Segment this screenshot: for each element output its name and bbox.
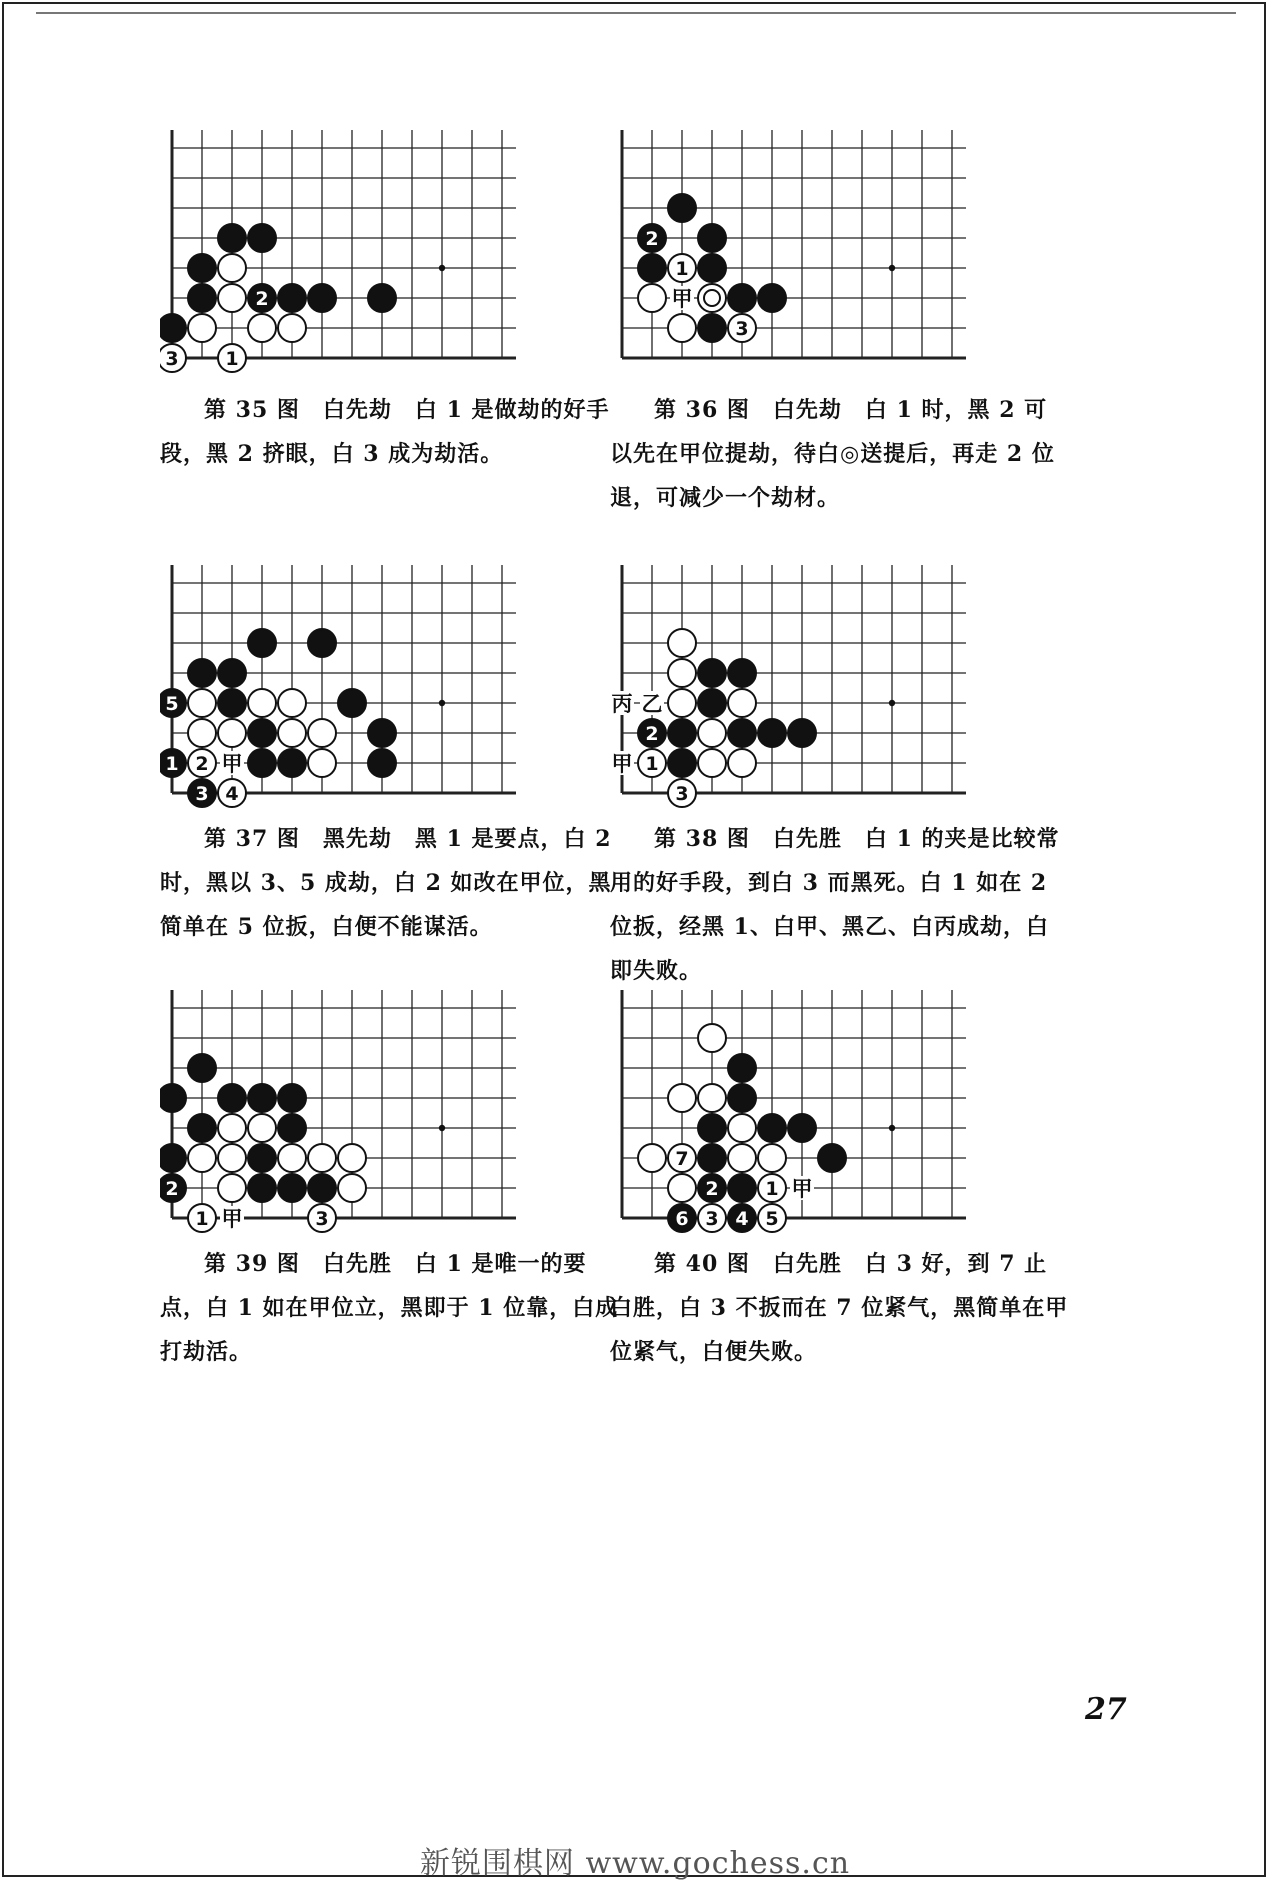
white-stone [248, 314, 276, 342]
black-stone [368, 719, 396, 747]
white-stone-3 [160, 344, 186, 372]
white-stone [698, 749, 726, 777]
white-stone [218, 1174, 246, 1202]
move-number: 2 [255, 288, 269, 310]
white-stone [728, 1144, 756, 1172]
white-stone [728, 749, 756, 777]
move-number: 6 [675, 1208, 689, 1230]
white-stone [188, 1144, 216, 1172]
white-stone [668, 659, 696, 687]
black-stone [248, 1084, 276, 1112]
black-stone [368, 284, 396, 312]
black-stone [308, 284, 336, 312]
white-stone [338, 1144, 366, 1172]
figure-36-caption: 第 36 图 白先劫 白 1 时，黑 2 可以先在甲位提劫，待白◎送提后，再走 2 位退，可减少一个劫材。 [610, 397, 1055, 511]
star-point [439, 265, 445, 271]
white-stone [218, 1114, 246, 1142]
black-stone [308, 1174, 336, 1202]
point-label: 甲 [791, 1176, 813, 1201]
point-label: 甲 [221, 1206, 243, 1231]
white-stone [278, 314, 306, 342]
black-stone [788, 1114, 816, 1142]
black-stone-6 [668, 1204, 696, 1232]
move-number: 1 [225, 348, 239, 370]
white-stone [308, 719, 336, 747]
black-stone [728, 1174, 756, 1202]
black-stone [368, 749, 396, 777]
figure-38-board [610, 555, 1080, 825]
black-stone [728, 659, 756, 687]
move-number: 3 [705, 1208, 719, 1230]
white-stone [278, 719, 306, 747]
move-number: 3 [735, 318, 749, 340]
white-stone-2 [188, 749, 216, 777]
white-stone [188, 719, 216, 747]
black-stone [668, 194, 696, 222]
white-stone [728, 1114, 756, 1142]
white-stone [698, 719, 726, 747]
move-number: 3 [165, 348, 179, 370]
move-number: 7 [675, 1148, 689, 1170]
white-stone-1 [188, 1204, 216, 1232]
black-stone [248, 1144, 276, 1172]
white-stone [278, 689, 306, 717]
white-stone [218, 254, 246, 282]
black-stone [278, 749, 306, 777]
black-stone [188, 254, 216, 282]
black-stone [218, 689, 246, 717]
white-stone-5 [758, 1204, 786, 1232]
white-stone [188, 314, 216, 342]
figure-36-board [610, 120, 1080, 390]
black-stone [278, 1114, 306, 1142]
black-stone [788, 719, 816, 747]
figure-35-board [160, 120, 630, 390]
figure-37-caption: 第 37 图 黑先劫 黑 1 是要点，白 2 时，黑以 3、5 成劫，白 2 如改在甲位，黑简单在 5 位扳，白便不能谋活。 [160, 826, 612, 940]
black-stone-2 [698, 1174, 726, 1202]
black-stone [758, 719, 786, 747]
black-stone [248, 224, 276, 252]
black-stone [218, 224, 246, 252]
white-stone-7 [668, 1144, 696, 1172]
white-stone [668, 629, 696, 657]
black-stone-2 [638, 224, 666, 252]
black-stone [758, 1114, 786, 1142]
move-number: 1 [675, 258, 689, 280]
black-stone-1 [160, 749, 186, 777]
black-stone-2 [160, 1174, 186, 1202]
move-number: 1 [195, 1208, 209, 1230]
black-stone [698, 314, 726, 342]
figure-38-caption: 第 38 图 白先胜 白 1 的夹是比较常用的好手段，到白 3 而黑死。白 1 如在 2 位扳，经黑 1、白甲、黑乙、白丙成劫，白即失败。 [610, 826, 1060, 984]
black-stone [248, 749, 276, 777]
black-stone [728, 1084, 756, 1112]
move-number: 2 [645, 723, 659, 745]
white-stone [218, 719, 246, 747]
black-stone [160, 1144, 186, 1172]
figure-39-caption: 第 39 图 白先胜 白 1 是唯一的要点，白 1 如在甲位立，黑即于 1 位靠，白成打劫活。 [160, 1251, 619, 1365]
black-stone [218, 1084, 246, 1112]
footer-watermark: 新锐围棋网 www.gochess.cn [419, 1846, 851, 1881]
white-stone [668, 1084, 696, 1112]
move-number: 2 [705, 1178, 719, 1200]
black-stone [698, 659, 726, 687]
white-stone [248, 689, 276, 717]
white-stone [668, 689, 696, 717]
black-stone [698, 1114, 726, 1142]
black-stone [160, 314, 186, 342]
figure-39-board [160, 980, 630, 1250]
black-stone [698, 224, 726, 252]
move-number: 1 [645, 753, 659, 775]
black-stone [218, 659, 246, 687]
black-stone [278, 284, 306, 312]
white-stone [668, 314, 696, 342]
black-stone [188, 1054, 216, 1082]
move-number: 2 [165, 1178, 179, 1200]
white-stone-4 [218, 779, 246, 807]
white-stone [638, 284, 666, 312]
move-number: 4 [735, 1208, 749, 1230]
black-stone [728, 284, 756, 312]
black-stone [668, 749, 696, 777]
white-stone [758, 1144, 786, 1172]
black-stone [248, 719, 276, 747]
white-stone [308, 749, 336, 777]
black-stone-4 [728, 1204, 756, 1232]
black-stone [248, 629, 276, 657]
scan-edge-line [36, 12, 1236, 14]
black-stone [728, 719, 756, 747]
move-number: 3 [315, 1208, 329, 1230]
white-stone-1 [218, 344, 246, 372]
white-stone [218, 284, 246, 312]
move-number: 5 [165, 693, 179, 715]
white-stone [668, 1174, 696, 1202]
black-stone [698, 1144, 726, 1172]
point-label: 甲 [671, 286, 693, 311]
white-stone [698, 1084, 726, 1112]
black-stone [278, 1084, 306, 1112]
white-stone [698, 284, 726, 312]
move-number: 1 [765, 1178, 779, 1200]
white-stone [638, 1144, 666, 1172]
white-stone-1 [638, 749, 666, 777]
white-stone-3 [728, 314, 756, 342]
white-stone-3 [668, 779, 696, 807]
star-point [889, 265, 895, 271]
star-point [889, 700, 895, 706]
figure-40-caption: 第 40 图 白先胜 白 3 好，到 7 止白胜，白 3 不扳而在 7 位紧气，黑简单在甲位紧气，白便失败。 [610, 1251, 1069, 1365]
black-stone [638, 254, 666, 282]
black-stone [188, 1114, 216, 1142]
star-point [439, 1125, 445, 1131]
white-stone [188, 689, 216, 717]
point-label: 丙 [611, 691, 633, 716]
move-number: 5 [765, 1208, 779, 1230]
page-number: 27 [1085, 1692, 1127, 1727]
figure-40-board [610, 980, 1080, 1250]
black-stone [698, 254, 726, 282]
move-number: 2 [645, 228, 659, 250]
black-stone [188, 284, 216, 312]
white-stone-3 [698, 1204, 726, 1232]
white-stone [338, 1174, 366, 1202]
black-stone [248, 1174, 276, 1202]
point-label: 甲 [611, 751, 633, 776]
white-stone-1 [758, 1174, 786, 1202]
figure-37-board [160, 555, 630, 825]
white-stone [728, 689, 756, 717]
black-stone [308, 629, 336, 657]
move-number: 1 [165, 753, 179, 775]
move-number: 3 [675, 783, 689, 805]
point-label: 乙 [641, 691, 663, 716]
black-stone [698, 689, 726, 717]
point-label: 甲 [221, 751, 243, 776]
white-stone [698, 1024, 726, 1052]
black-stone [338, 689, 366, 717]
white-stone-1 [668, 254, 696, 282]
black-stone [278, 1174, 306, 1202]
white-stone [308, 1144, 336, 1172]
star-point [439, 700, 445, 706]
black-stone-2 [248, 284, 276, 312]
black-stone [188, 659, 216, 687]
figure-35-caption: 第 35 图 白先劫 白 1 是做劫的好手段，黑 2 挤眼，白 3 成为劫活。 [160, 397, 610, 467]
move-number: 3 [195, 783, 209, 805]
black-stone [668, 719, 696, 747]
white-stone [218, 1144, 246, 1172]
black-stone-3 [188, 779, 216, 807]
move-number: 4 [225, 783, 239, 805]
black-stone [818, 1144, 846, 1172]
white-stone-3 [308, 1204, 336, 1232]
black-stone [728, 1054, 756, 1082]
move-number: 2 [195, 753, 209, 775]
white-stone [278, 1144, 306, 1172]
black-stone-2 [638, 719, 666, 747]
black-stone-5 [160, 689, 186, 717]
white-stone [248, 1114, 276, 1142]
star-point [889, 1125, 895, 1131]
black-stone [160, 1084, 186, 1112]
black-stone [758, 284, 786, 312]
